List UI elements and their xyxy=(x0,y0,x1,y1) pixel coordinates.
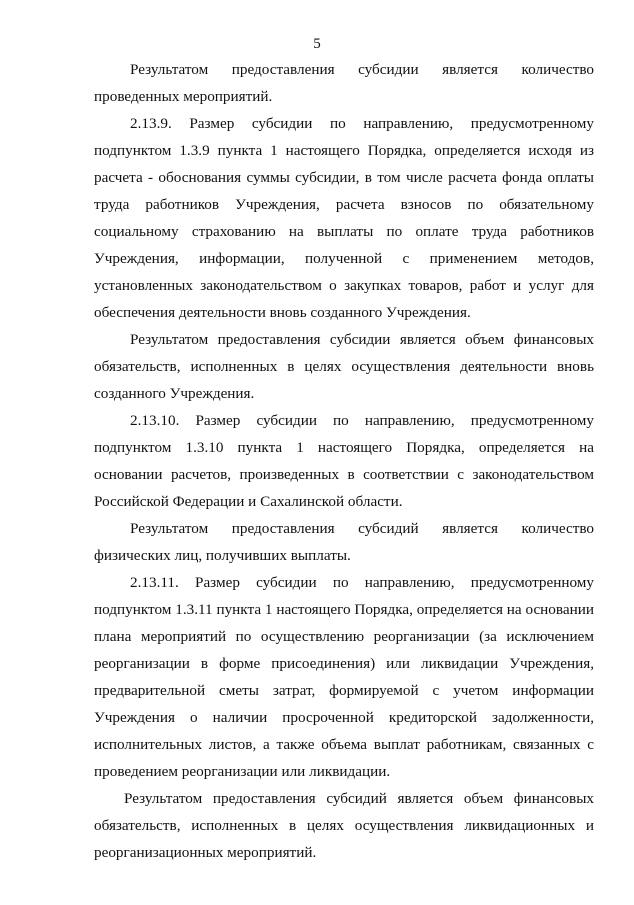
paragraph-2-13-10: 2.13.10. Размер субсидии по направлению, предусмотренному подпунктом 1.3.10 пункта 1 настоящего Порядка, определяется на основании расчетов, произведенных в соответствии с законодательством Российской Федерации и Сахалинской области. xyxy=(94,412,594,510)
paragraph-result-events: Результатом предоставления субсидии является количество проведенных мероприятий. xyxy=(94,61,594,105)
document-body xyxy=(94,56,594,866)
paragraph-2-13-9: 2.13.9. Размер субсидии по направлению, предусмотренному подпунктом 1.3.9 пункта 1 настоящего Порядка, определяется исходя из расчета - обоснования суммы субсидии, в том числе расчета фонда оплаты труда работников Учреждения, расчета взносов по обязательному социальному страхованию на выплаты по оплате труда работников Учреждения, информации, полученной с применением методов, установленных законодательством о закупках товаров, работ и услуг для обеспечения деятельности вновь созданного Учреждения. xyxy=(94,115,594,321)
paragraph-result-obligations: Результатом предоставления субсидии является объем финансовых обязательств, исполненных в целях осуществления деятельности вновь созданного Учреждения. xyxy=(94,331,594,402)
page-number: 5 xyxy=(313,36,321,52)
paragraph-2-13-11: 2.13.11. Размер субсидии по направлению, предусмотренному подпунктом 1.3.11 пункта 1 настоящего Порядка, определяется на основании плана мероприятий по осуществлению реорганизации (за исключением реорганизации в форме присоединения) или ликвидации Учреждения, предварительной сметы затрат, формируемой с учетом информации Учреждения о наличии просроченной кредиторской задолженности, исполнительных листов, а также объема выплат работникам, связанных с проведением реорганизации или ликвидации. xyxy=(94,574,594,780)
paragraph-result-liquidation: Результатом предоставления субсидий является объем финансовых обязательств, исполненных в целях осуществления ликвидационных и реорганизационных мероприятий. xyxy=(94,790,594,861)
paragraph-result-persons: Результатом предоставления субсидий является количество физических лиц, получивших выплаты. xyxy=(94,520,594,564)
